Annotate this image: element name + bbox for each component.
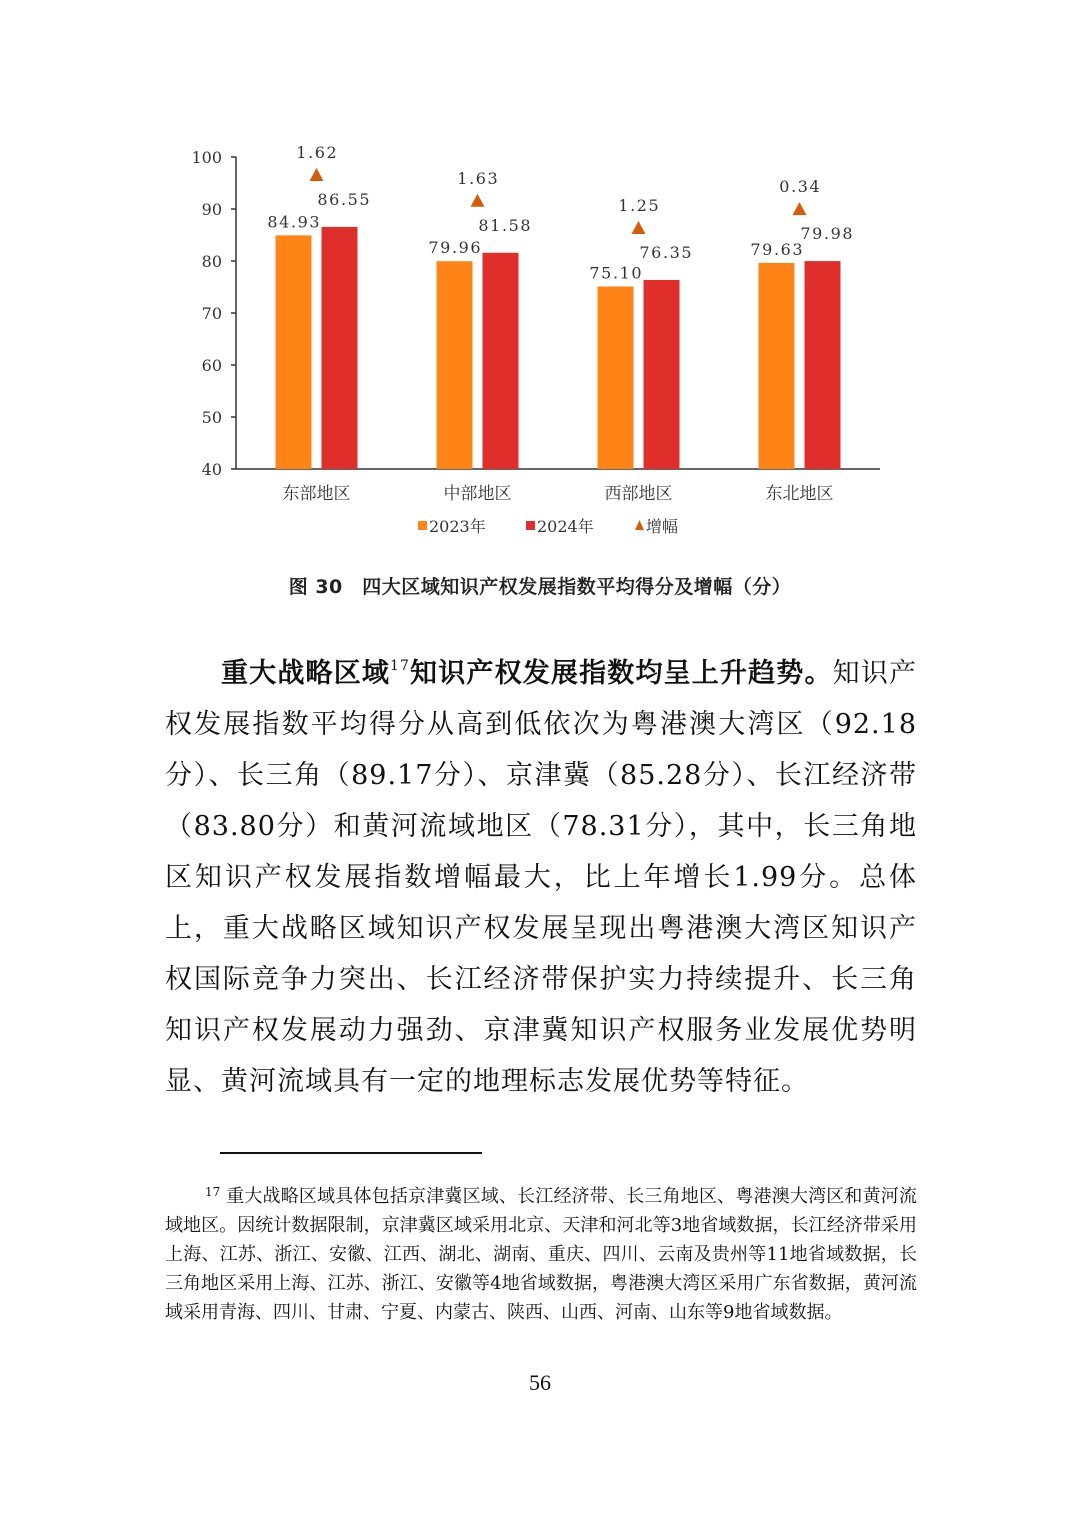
bar-2024 [483, 253, 519, 469]
x-category-label: 西部地区 [604, 484, 673, 504]
x-category-label: 中部地区 [443, 484, 512, 504]
y-tick-label: 70 [201, 304, 222, 323]
footnote-text: 重大战略区域具体包括京津冀区域、长江经济带、长三角地区、粤港澳大湾区和黄河流域地区。因统计数据限制，京津冀区域采用北京、天津和河北等3地省域数据，长江经济带采用上海、江苏、浙江、安徽、江西、湖北、湖南、重庆、四川、云南及贵州等11地省域数据，长三角地区采用上海、江苏、浙江、安徽等4地省域数据，粤港澳大湾区采用广东省数据，黄河流域采用青海、四川、甘肃、宁夏、内蒙古、陕西、山西、河南、山东等9地省域数据。 [165, 1186, 917, 1323]
paragraph-bold-rest: 知识产权发展指数均呈上升趋势。 [409, 658, 833, 689]
y-tick-label: 80 [201, 252, 222, 271]
increase-marker [471, 194, 485, 207]
x-category-label: 东北地区 [765, 484, 834, 504]
value-label-2024: 7 6 . 3 5 [639, 242, 692, 262]
value-label-2024: 7 9 . 9 8 [800, 224, 853, 244]
footnote-reference[interactable]: 17 [390, 658, 410, 674]
bar-2024 [805, 261, 841, 469]
legend-label: 增幅 [646, 517, 679, 536]
increase-marker [632, 221, 646, 234]
legend-label: 2023年 [429, 517, 486, 536]
paragraph-body: 知识产权发展指数平均得分从高到低依次为粤港澳大湾区（92.18分）、长三角（89.17分）、京津冀（85.28分）、长江经济带（83.80分）和黄河流域地区（78.31分），其中，长三角地区知识产权发展指数增幅最大，比上年增长1.99分。总体上，重大战略区域知识产权发展呈现出粤港澳大湾区知识产权国际竞争力突出、长江经济带保护实力持续提升、长三角知识产权发展动力强劲、京津冀知识产权服务业发展优势明显、黄河流域具有一定的地理标志发展优势等特征。 [165, 658, 918, 1097]
y-tick-label: 100 [191, 148, 222, 167]
increase-label: 1 . 6 3 [457, 168, 498, 188]
figure-caption: 图 30 四大区域知识产权发展指数平均得分及增幅（分） [288, 576, 792, 598]
x-category-label: 东部地区 [282, 484, 351, 504]
legend-triangle-icon [635, 520, 644, 530]
legend-label: 2024年 [537, 517, 594, 536]
footnote-divider [220, 1152, 482, 1154]
value-label-2023: 7 9 . 6 3 [750, 239, 803, 259]
increase-marker [793, 202, 807, 215]
bar-chart [180, 140, 900, 550]
bar-2023 [598, 286, 634, 469]
legend-swatch [526, 521, 535, 530]
y-tick-label: 90 [201, 200, 222, 219]
paragraph-bold-lead: 重大战略区域 [221, 658, 391, 689]
bar-2023 [759, 263, 795, 469]
body-paragraph [165, 648, 917, 1107]
legend-swatch [418, 521, 427, 530]
value-label-2023: 7 5 . 1 0 [589, 263, 642, 283]
footnote-number: 17 [205, 1185, 221, 1199]
page-number: 56 [529, 1370, 551, 1395]
bar-2024 [322, 227, 358, 469]
y-tick-label: 40 [201, 460, 222, 479]
value-label-2023: 7 9 . 9 6 [428, 238, 481, 258]
increase-label: 1 . 6 2 [296, 142, 337, 162]
increase-marker [310, 168, 324, 181]
increase-label: 0 . 3 4 [779, 177, 820, 197]
increase-label: 1 . 2 5 [618, 195, 659, 215]
value-label-2024: 8 1 . 5 8 [478, 215, 531, 235]
value-label-2023: 8 4 . 9 3 [267, 212, 320, 232]
y-tick-label: 60 [201, 356, 222, 375]
bar-2023 [276, 235, 312, 469]
footnote [165, 1182, 917, 1327]
bar-2023 [437, 261, 473, 469]
y-tick-label: 50 [201, 408, 222, 427]
value-label-2024: 8 6 . 5 5 [317, 189, 370, 209]
bar-2024 [644, 280, 680, 469]
